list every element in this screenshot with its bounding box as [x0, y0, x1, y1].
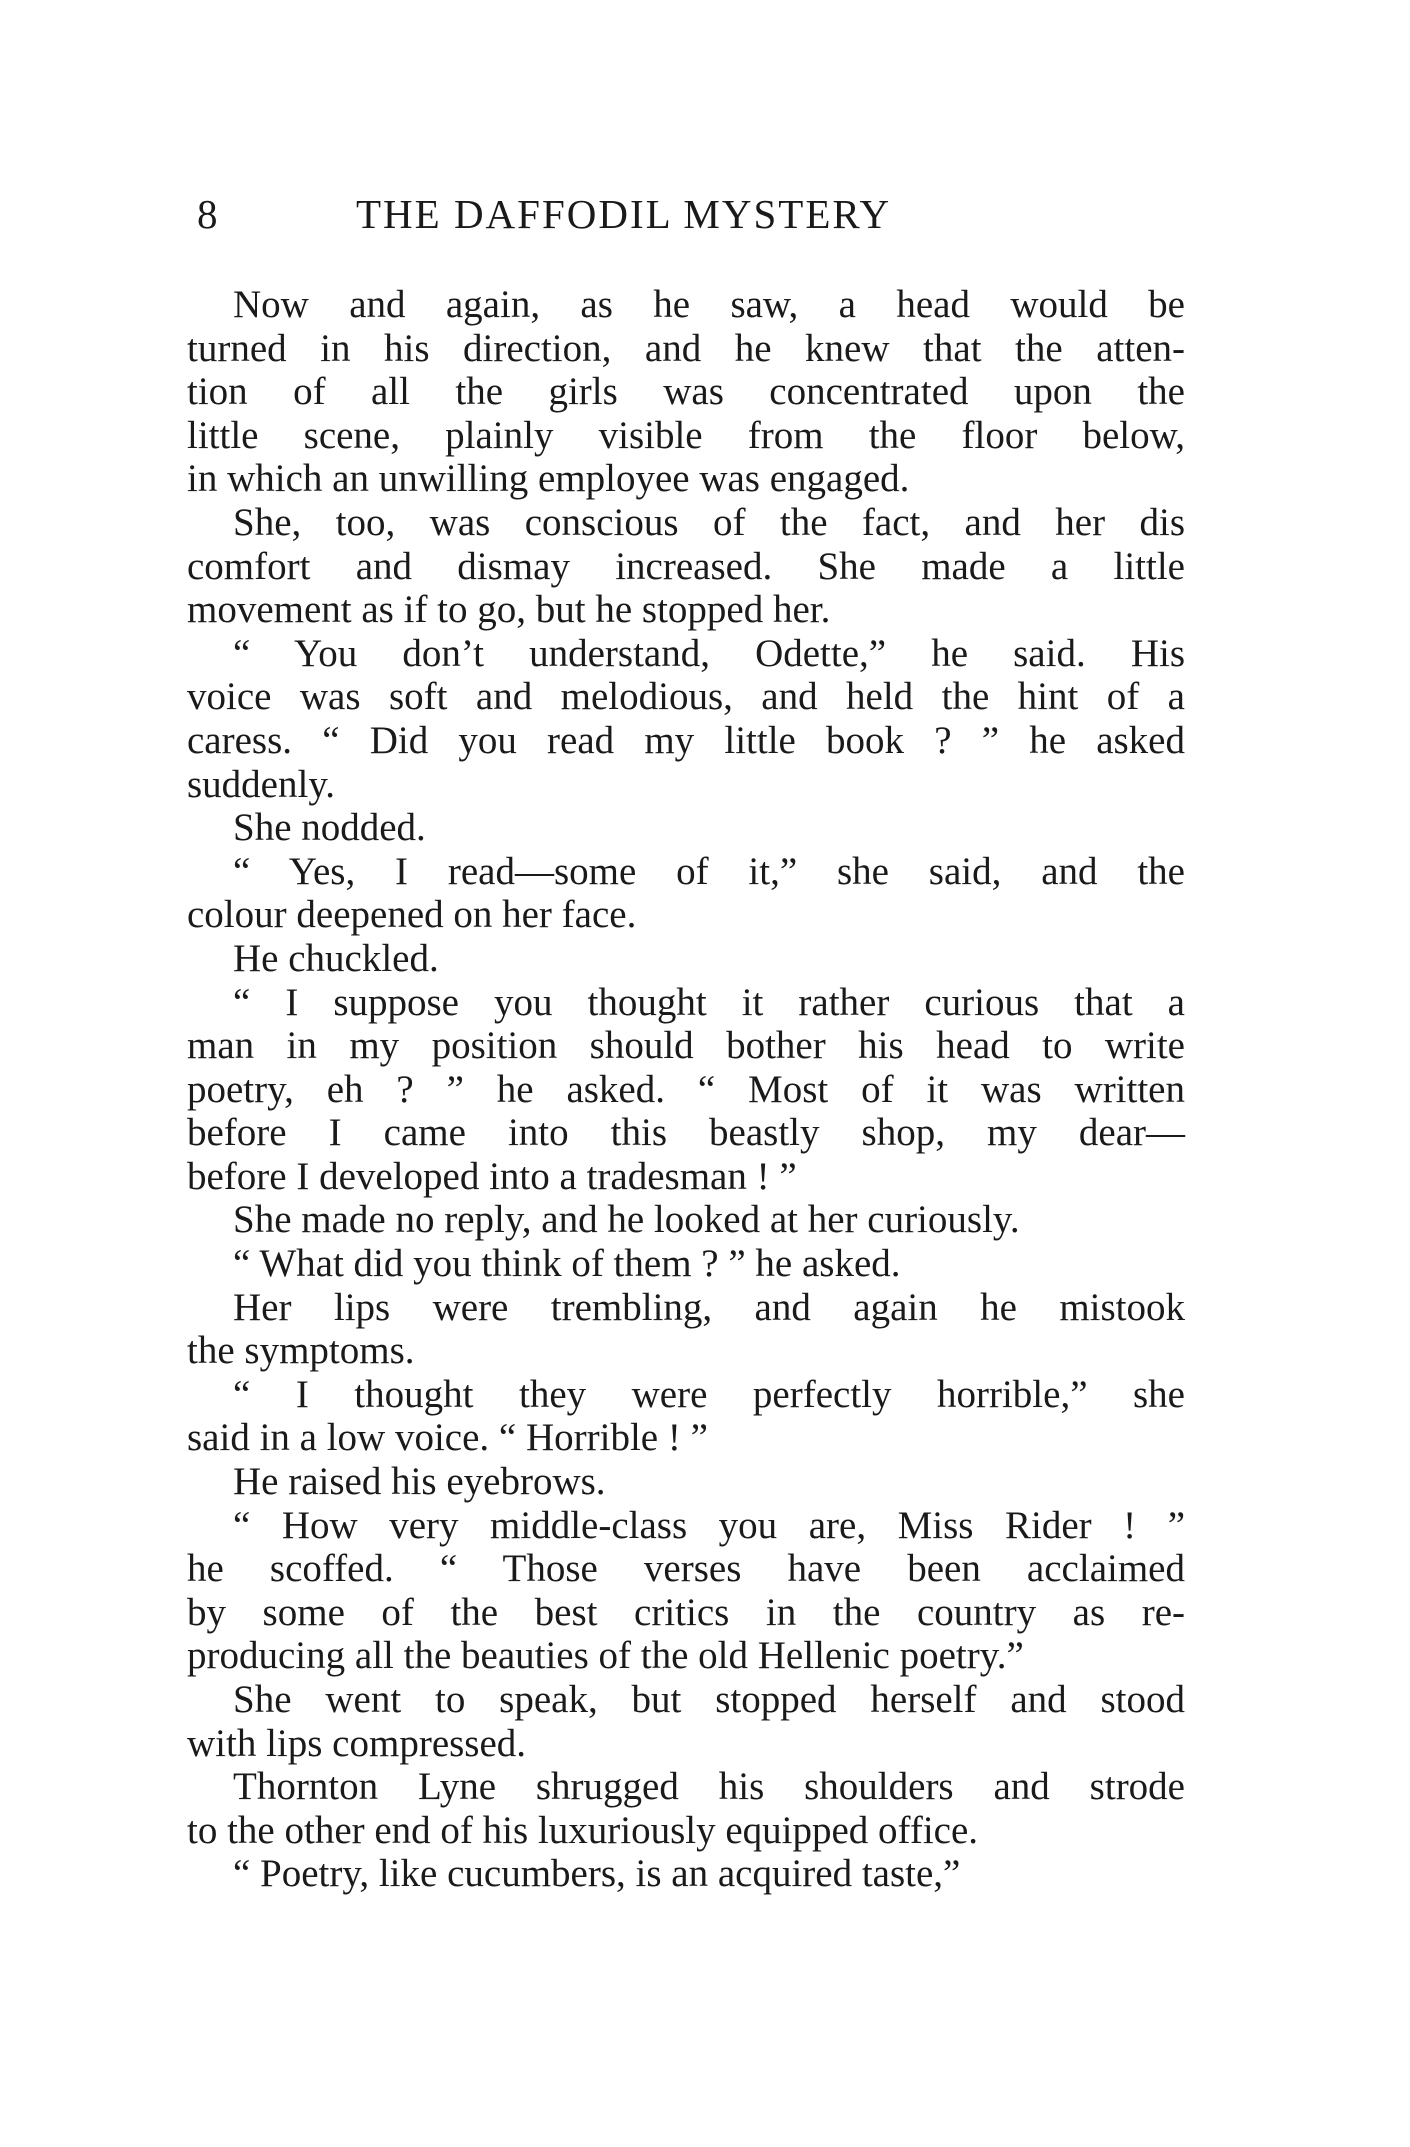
paragraph [187, 981, 1185, 1199]
text-line: “ How very middle-class you are, Miss Rider ! ” [233, 1503, 1185, 1547]
paragraph [187, 1242, 1185, 1286]
text-line: tion of all the girls was concentrated upon the [187, 370, 1185, 414]
paragraph [187, 937, 1185, 981]
text-line: to the other end of his luxuriously equipped office. [187, 1808, 979, 1852]
text-line: said in a low voice. “ Horrible ! ” [187, 1416, 708, 1460]
paragraph [187, 283, 1185, 501]
text-line: “ I suppose you thought it rather curious that a [233, 980, 1185, 1024]
text-line: turned in his direction, and he knew that the atten- [187, 326, 1185, 370]
text-line: little scene, plainly visible from the floor below, [187, 413, 1185, 457]
text-line: “ Yes, I read—some of it,” she said, and the [233, 849, 1185, 893]
text-line: man in my position should bother his head to write [187, 1024, 1185, 1068]
text-line: he scoffed. “ Those verses have been acclaimed [187, 1547, 1185, 1591]
text-line: movement as if to go, but he stopped her. [187, 588, 831, 632]
text-line: by some of the best critics in the country as re- [187, 1590, 1185, 1634]
paragraph [187, 1373, 1185, 1460]
text-line: “ Poetry, like cucumbers, is an acquired taste,” [233, 1852, 961, 1896]
paragraph [187, 1460, 1185, 1504]
text-line: with lips compressed. [187, 1721, 527, 1765]
text-line: “ You don’t understand, Odette,” he said. His [233, 631, 1185, 675]
paragraph [187, 1678, 1185, 1765]
paragraph [187, 1286, 1185, 1373]
text-line: before I came into this beastly shop, my dear— [187, 1111, 1185, 1155]
text-line: poetry, eh ? ” he asked. “ Most of it was written [187, 1067, 1185, 1111]
text-line: before I developed into a tradesman ! ” [187, 1154, 797, 1198]
text-line: “ What did you think of them ? ” he asked. [233, 1242, 901, 1286]
text-line: “ I thought they were perfectly horrible,” she [233, 1372, 1185, 1416]
paragraph [187, 806, 1185, 850]
text-line: He raised his eyebrows. [233, 1460, 606, 1504]
paragraph [187, 1504, 1185, 1678]
paragraph [187, 1198, 1185, 1242]
paragraph [187, 1852, 1185, 1896]
paragraph [187, 501, 1185, 632]
text-line: voice was soft and melodious, and held the hint of a [187, 675, 1185, 719]
text-line: She, too, was conscious of the fact, and her dis [233, 500, 1185, 544]
text-line: comfort and dismay increased. She made a little [187, 544, 1185, 588]
text-line: the symptoms. [187, 1329, 415, 1373]
text-line: producing all the beauties of the old Hellenic poetry.” [187, 1634, 1024, 1678]
text-line: in which an unwilling employee was engaged. [187, 457, 910, 501]
running-title: THE DAFFODIL MYSTERY [356, 191, 892, 237]
paragraph [187, 1765, 1185, 1852]
text-line: caress. “ Did you read my little book ? ” he asked [187, 718, 1185, 762]
text-line: She nodded. [233, 806, 426, 850]
text-line: Her lips were trembling, and again he mistook [233, 1285, 1185, 1329]
text-line: She made no reply, and he looked at her curiously. [233, 1198, 1020, 1242]
paragraph [187, 850, 1185, 937]
text-line: Thornton Lyne shrugged his shoulders and strode [233, 1765, 1185, 1809]
text-line: Now and again, as he saw, a head would be [233, 283, 1185, 326]
page-header [197, 190, 1197, 250]
text-line: suddenly. [187, 762, 336, 806]
page-number: 8 [197, 191, 219, 237]
text-line: She went to speak, but stopped herself and stood [233, 1678, 1185, 1721]
body-text [187, 283, 1185, 1896]
text-line: colour deepened on her face. [187, 893, 637, 937]
text-line: He chuckled. [233, 936, 439, 980]
paragraph [187, 632, 1185, 806]
